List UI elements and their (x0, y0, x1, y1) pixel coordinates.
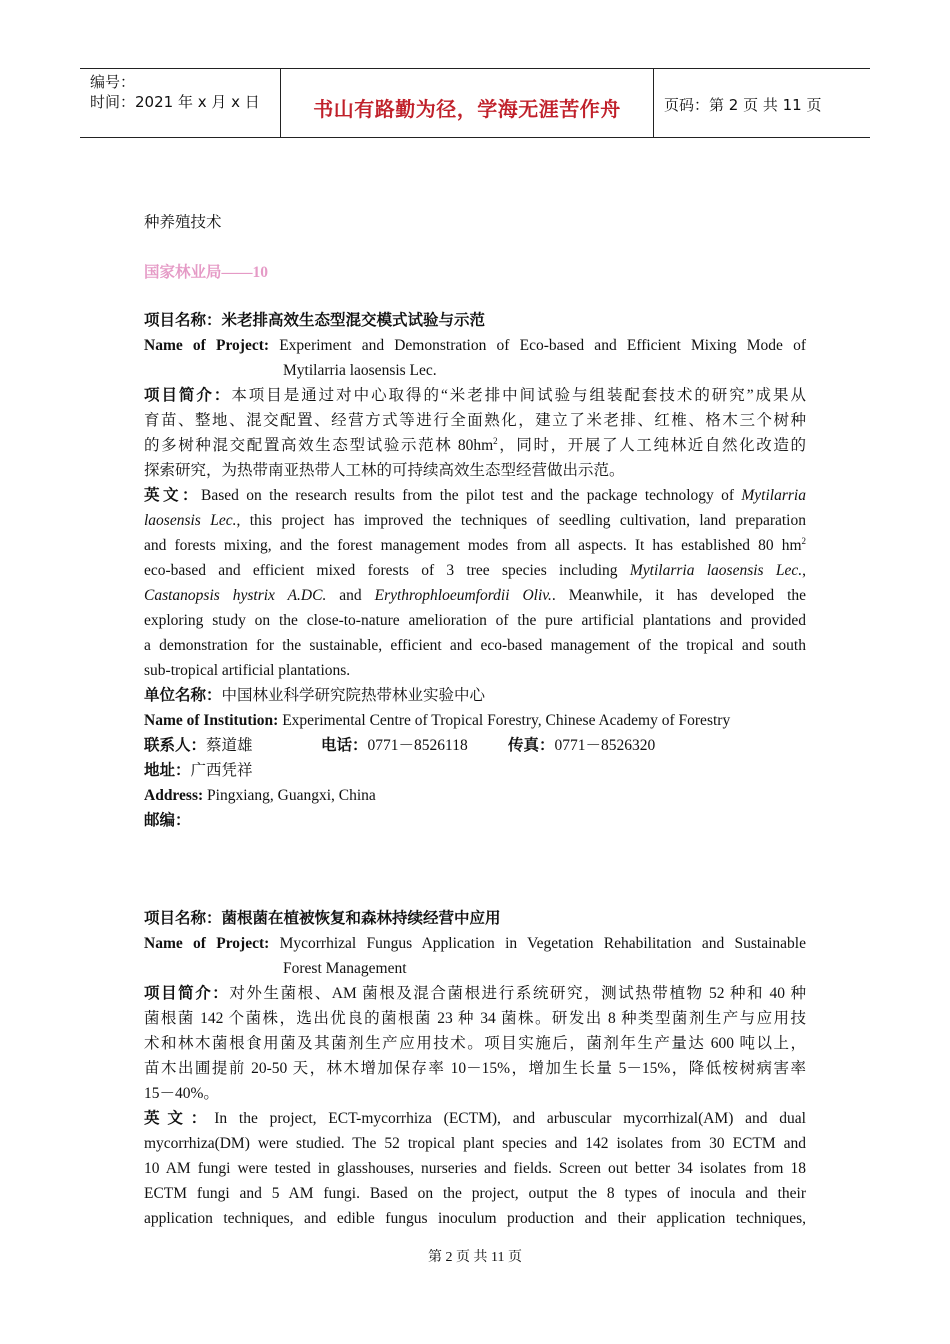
project1-intro-line4: 探索研究，为热带南亚热带人工林的可持续高效生态型经营做出示范。 (144, 462, 625, 479)
project1-en-line4: eco-based and efficient mixed forests of 3 tree species including Mytilarria laosensis Lec., (144, 562, 806, 579)
project1-contact-row (144, 733, 806, 758)
project2-intro-line5: 15－40%。 (144, 1085, 219, 1102)
project1-intro-line2: 育苗、整地、混交配置、经营方式等进行全面熟化，建立了米老排、红椎、格木三个树种 (144, 412, 806, 429)
header-motto-cell (281, 69, 654, 137)
page-header (80, 68, 870, 138)
project2-en-line1: 英文：In the project, ECT-mycorrhiza (ECTM), and arbuscular mycorrhizal(AM) and dual (144, 1110, 806, 1127)
contact-person: 联系人：蔡道雄 (144, 737, 253, 754)
project1-postcode: 邮编： (144, 812, 191, 829)
project2-name-line1: Name of Project: Mycorrhizal Fungus Application in Vegetation Rehabilitation and Sustainable (144, 935, 806, 952)
project2-intro-line4: 苗木出圃提前 20-50 天，林木增加保存率 10－15%，增加生长量 5－15%，降低桉树病害率 (144, 1060, 806, 1077)
project2-en-line2: mycorrhiza(DM) were studied. The 52 tropical plant species and 142 isolates from 30 ECTM and (144, 1135, 806, 1152)
category-label: 种养殖技术 (144, 214, 222, 231)
project2-intro-line2: 菌根菌 142 个菌株，选出优良的菌根菌 23 种 34 菌株。研发出 8 种类型菌剂生产与应用技 (144, 1010, 806, 1027)
header-page-number: 页码：第 2 页 共 11 页 (664, 96, 822, 114)
document-number: 编号： (90, 73, 136, 91)
project1-en-line7: a demonstration for the sustainable, efficient and eco-based management of the tropical and south (144, 637, 806, 654)
page-footer: 第 2 页 共 11 页 (428, 1250, 522, 1265)
header-page-cell (654, 69, 870, 137)
project2-en-line3: 10 AM fungi were tested in glasshouses, nurseries and fields. Screen out better 34 isolates from 18 (144, 1160, 806, 1177)
project2-en-line4: ECTM fungi and 5 AM fungi. Based on the project, output the 8 types of inocula and their (144, 1185, 806, 1202)
document-time: 时间：2021 年 x 月 x 日 (90, 93, 260, 111)
project1-en-line8: sub-tropical artificial plantations. (144, 662, 351, 679)
project1-intro-line3: 的多树种混交配置高效生态型试验示范林 $80hm^2$，同时，开展了人工纯林近自然化改造的 (144, 436, 806, 454)
project2-en-line5: application techniques, and edible fungus inoculum production and their application techniques, (144, 1210, 806, 1227)
project1-en-line3: and forests mixing, and the forest management modes from all aspects. It has established 80 $hm^2$ (144, 536, 806, 554)
contact-fax: 传真：0771－8526320 (508, 737, 656, 754)
project1-en-line6: exploring study on the close-to-nature amelioration of the pure artificial plantations and provided (144, 612, 806, 629)
header-motto: 书山有路勤为径，学海无涯苦作舟 (313, 97, 621, 121)
project1-title: 项目名称：米老排高效生态型混交模式试验与示范 (144, 312, 486, 329)
project1-name-line1: Name of Project: Experiment and Demonstration of Eco-based and Efficient Mixing Mode of (144, 337, 807, 354)
project2-intro-line1: 项目简介：对外生菌根、AM 菌根及混合菌根进行系统研究，测试热带植物 52 种和 40 种 (144, 985, 806, 1002)
project1-en-line2: laosensis Lec., this project has improved the techniques of seedling cultivation, land preparation (144, 512, 806, 529)
project1-name-line2: Mytilarria laosensis Lec. (283, 362, 437, 379)
project2-title: 项目名称：菌根菌在植被恢复和森林持续经营中应用 (144, 910, 501, 927)
project1-address-en: Address: Pingxiang, Guangxi, China (144, 787, 376, 804)
bureau-heading: 国家林业局——10 (144, 264, 269, 281)
project1-unit: 单位名称：中国林业科学研究院热带林业实验中心 (144, 687, 486, 704)
project1-en-line5: Castanopsis hystrix A.DC. and Erythrophloeumfordii Oliv.. Meanwhile, it has developed the (144, 587, 807, 604)
contact-phone: 电话：0771－8526118 (321, 737, 468, 754)
header-info-cell (80, 69, 281, 137)
project1-address-cn: 地址：广西凭祥 (144, 762, 253, 779)
project2-name-line2: Forest Management (283, 960, 407, 977)
project2-intro-line3: 术和林木菌根食用菌及其菌剂生产应用技术。项目实施后，菌剂年生产量达 600 吨以上， (144, 1035, 806, 1052)
project1-institution: Name of Institution: Experimental Centre of Tropical Forestry, Chinese Academy of Forestry (144, 712, 731, 729)
project1-intro-line1: 项目简介：本项目是通过对中心取得的“米老排中间试验与组装配套技术的研究”成果从 (144, 387, 806, 404)
project1-en-line1: 英文：Based on the research results from the pilot test and the package technology of Mytilarria (144, 487, 806, 504)
